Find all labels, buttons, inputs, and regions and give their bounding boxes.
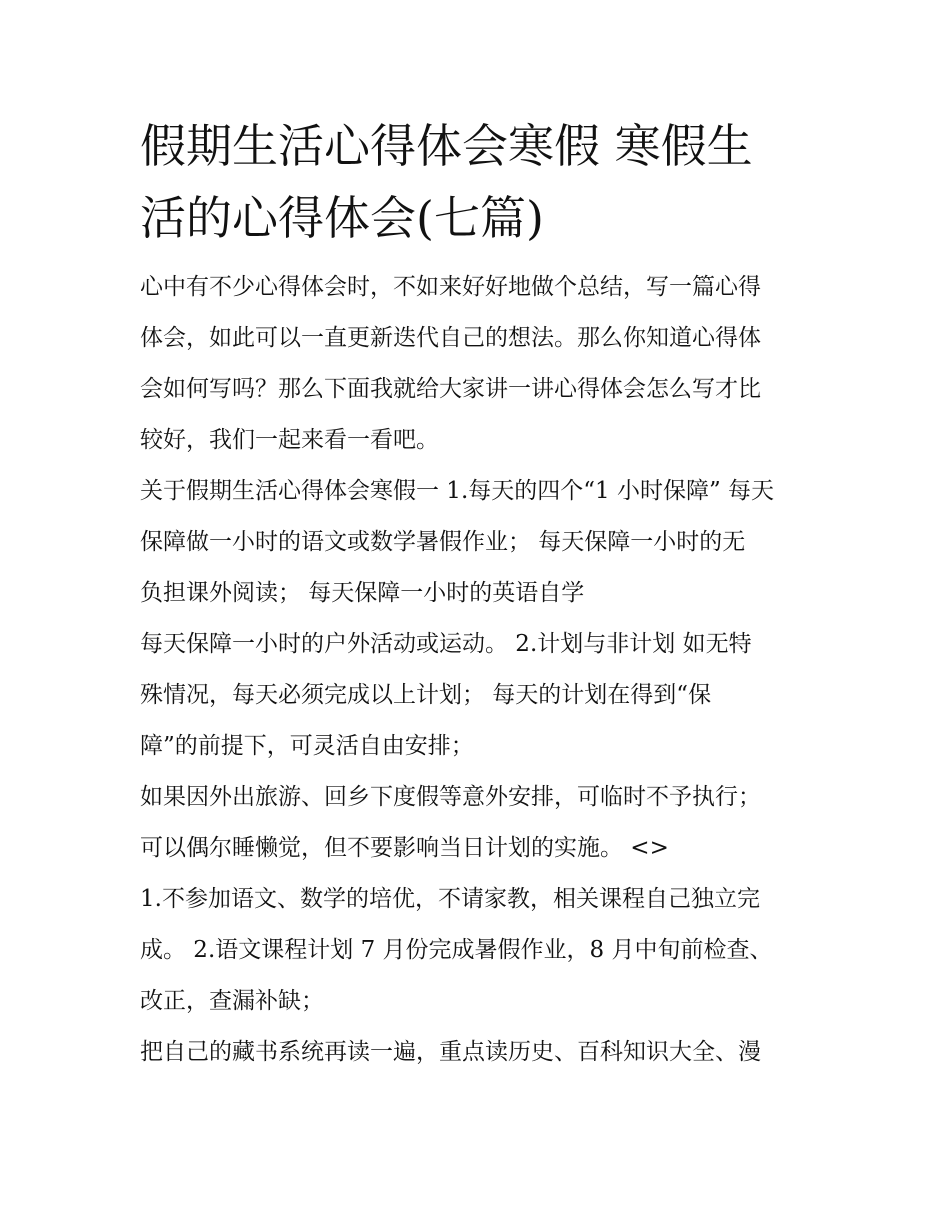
body-line: 殊情况，每天必须完成以上计划； 每天的计划在得到“保 <box>140 682 712 708</box>
body-line: 保障做一小时的语文或数学暑假作业； 每天保障一小时的无 <box>140 529 746 555</box>
body-line: 体会，如此可以一直更新迭代自己的想法。那么你知道心得体 <box>140 325 761 351</box>
body-line: 障”的前提下，可灵活自由安排； <box>140 733 474 759</box>
title-line: 活的心得体会(七篇) <box>140 191 544 245</box>
body-line: 如果因外出旅游、回乡下度假等意外安排，可临时不予执行； <box>140 784 761 810</box>
body-line: 较好，我们一起来看一看吧。 <box>140 427 439 453</box>
body-line: 1.不参加语文、数学的培优，不请家教，相关课程自己独立完 <box>140 886 760 912</box>
body-line: 可以偶尔睡懒觉，但不要影响当日计划的实施。 <> <box>140 835 669 861</box>
body-line: 成。 2.语文课程计划 7 月份完成暑假作业，8 月中旬前检查、 <box>140 937 773 963</box>
body-line: 会如何写吗？那么下面我就给大家讲一讲心得体会怎么写才比 <box>140 376 761 402</box>
body-line: 改正，查漏补缺； <box>140 988 324 1014</box>
body-line: 心中有不少心得体会时，不如来好好地做个总结，写一篇心得 <box>140 274 761 300</box>
body-line: 负担课外阅读； 每天保障一小时的英语自学 <box>140 580 585 606</box>
body-line: 每天保障一小时的户外活动或运动。 2.计划与非计划 如无特 <box>140 631 752 657</box>
document-content <box>140 110 820 1078</box>
body-line: 把自己的藏书系统再读一遍，重点读历史、百科知识大全、漫 <box>140 1039 761 1065</box>
document-body <box>140 262 820 1078</box>
document-title <box>140 110 820 254</box>
body-line: 关于假期生活心得体会寒假一 1.每天的四个“1 小时保障” 每天 <box>140 478 775 504</box>
title-line: 假期生活心得体会寒假 寒假生 <box>140 119 753 173</box>
